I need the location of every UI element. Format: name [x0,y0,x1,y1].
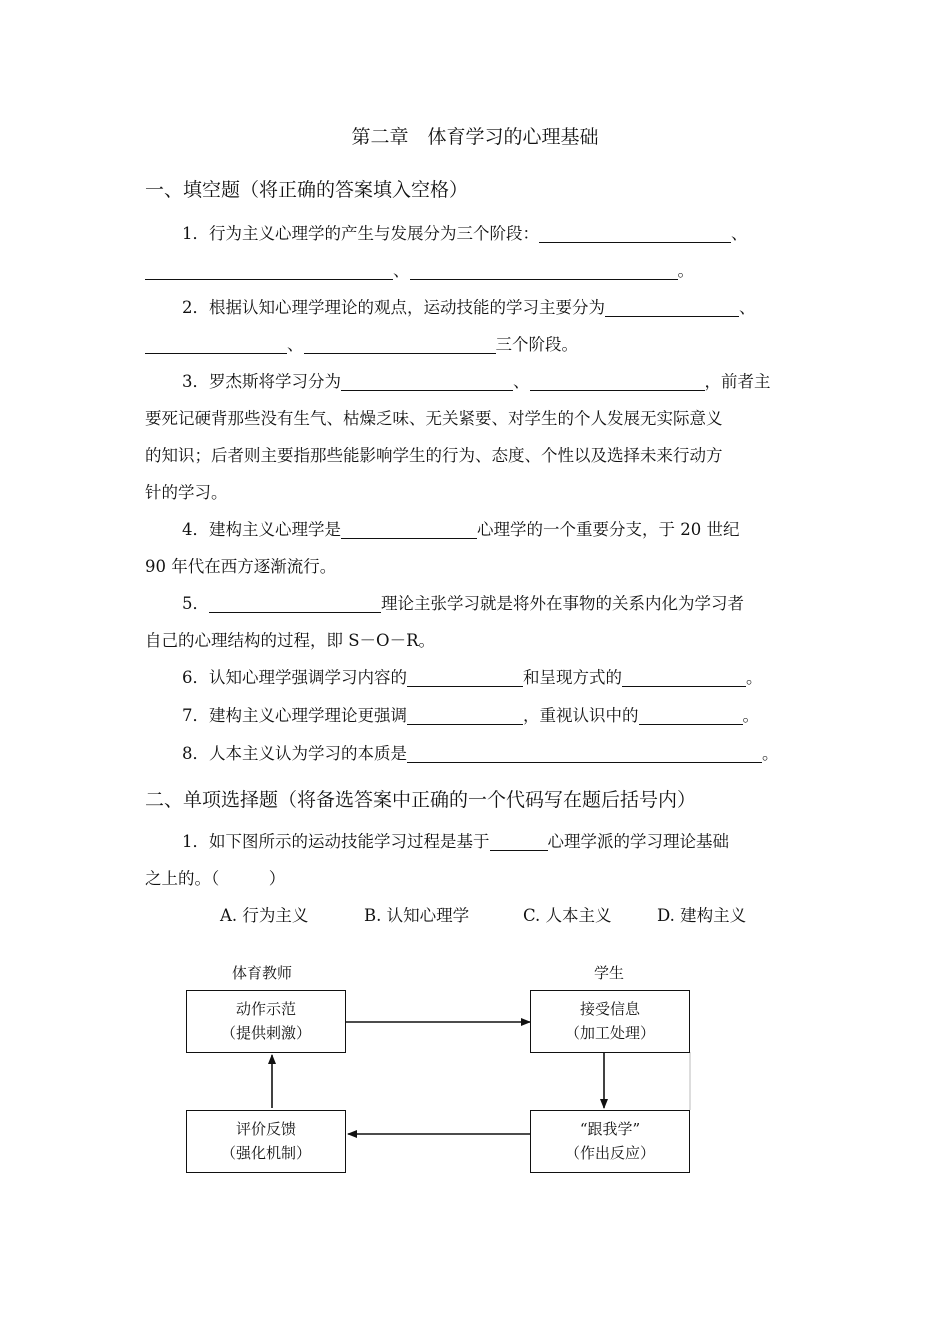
q1-end: 。 [677,261,694,280]
q5-number: 5． [182,594,209,613]
q2-sep: 、 [739,298,756,317]
mc-option-b[interactable]: B. 认知心理学 [364,906,470,925]
box-feedback [186,1110,346,1173]
q7-text-cont: ，重视认识中的 [523,706,639,725]
q7-end: 。 [742,706,759,725]
q7-text: 7．建构主义心理学理论更强调 [182,706,407,725]
box-receive-info [530,990,690,1053]
box-feedback-line1: 评价反馈 [235,1120,296,1138]
q3-text: 3．罗杰斯将学习分为 [182,372,341,391]
box-demonstration-line1: 动作示范 [235,1000,296,1018]
box-demonstration [186,990,346,1053]
q5-line2: 自己的心理结构的过程，即 S－O－R。 [145,631,435,650]
q1-sep: 、 [731,224,748,243]
q4-line2: 90 年代在西方逐渐流行。 [145,557,337,576]
q1-sep: 、 [393,261,410,280]
mc-option-a[interactable]: A. 行为主义 [220,906,309,925]
q8-text: 8．人本主义认为学习的本质是 [182,744,407,763]
mc-q1-line2: 之上的。（ ） [145,869,286,888]
q5-text: 理论主张学习就是将外在事物的关系内化为学习者 [381,594,744,613]
q3-line2: 要死记硬背那些没有生气、枯燥乏味、无关紧要、对学生的个人发展无实际意义 [145,409,723,428]
q4-text-cont: 心理学的一个重要分支，于 20 世纪 [477,520,740,539]
q8-end: 。 [762,744,779,763]
mc-option-c[interactable]: C. 人本主义 [523,906,612,925]
q6-text: 6．认知心理学强调学习内容的 [182,668,407,687]
diagram-label-teacher: 体育教师 [232,964,293,982]
q4-text: 4．建构主义心理学是 [182,520,341,539]
q3-line4: 针的学习。 [145,483,228,502]
q3-line3: 的知识；后者则主要指那些能影响学生的行为、态度、个性以及选择未来行动方 [145,446,723,465]
mc-q1-text: 1．如下图所示的运动技能学习过程是基于 [182,832,490,851]
page-title: 第二章 体育学习的心理基础 [351,126,599,148]
mc-q1-text-cont: 心理学派的学习理论基础 [547,832,729,851]
q3-text-cont: ，前者主 [704,372,771,391]
q2-sep: 、 [287,335,304,354]
box-follow-me-line1: “跟我学” [579,1120,641,1138]
mc-option-d[interactable]: D. 建构主义 [657,906,747,925]
q3-sep: 、 [513,372,530,391]
box-follow-me [530,1110,690,1173]
diagram-label-student: 学生 [594,964,625,982]
section2-heading: 二、单项选择题（将备选答案中正确的一个代码写在题后括号内） [145,789,697,811]
box-receive-info-line2: （加工处理） [564,1024,655,1042]
q2-end: 三个阶段。 [495,335,578,354]
box-follow-me-line2: （作出反应） [564,1144,655,1162]
section1-heading: 一、填空题（将正确的答案填入空格） [145,179,469,201]
q6-end: 。 [746,668,763,687]
q6-text-cont: 和呈现方式的 [523,668,622,687]
box-receive-info-line1: 接受信息 [579,1000,640,1018]
box-feedback-line2: （强化机制） [220,1144,311,1162]
box-demonstration-line2: （提供刺激） [220,1024,311,1042]
q2-text: 2．根据认知心理学理论的观点，运动技能的学习主要分为 [182,298,605,317]
q1-text: 1．行为主义心理学的产生与发展分为三个阶段： [182,224,539,243]
